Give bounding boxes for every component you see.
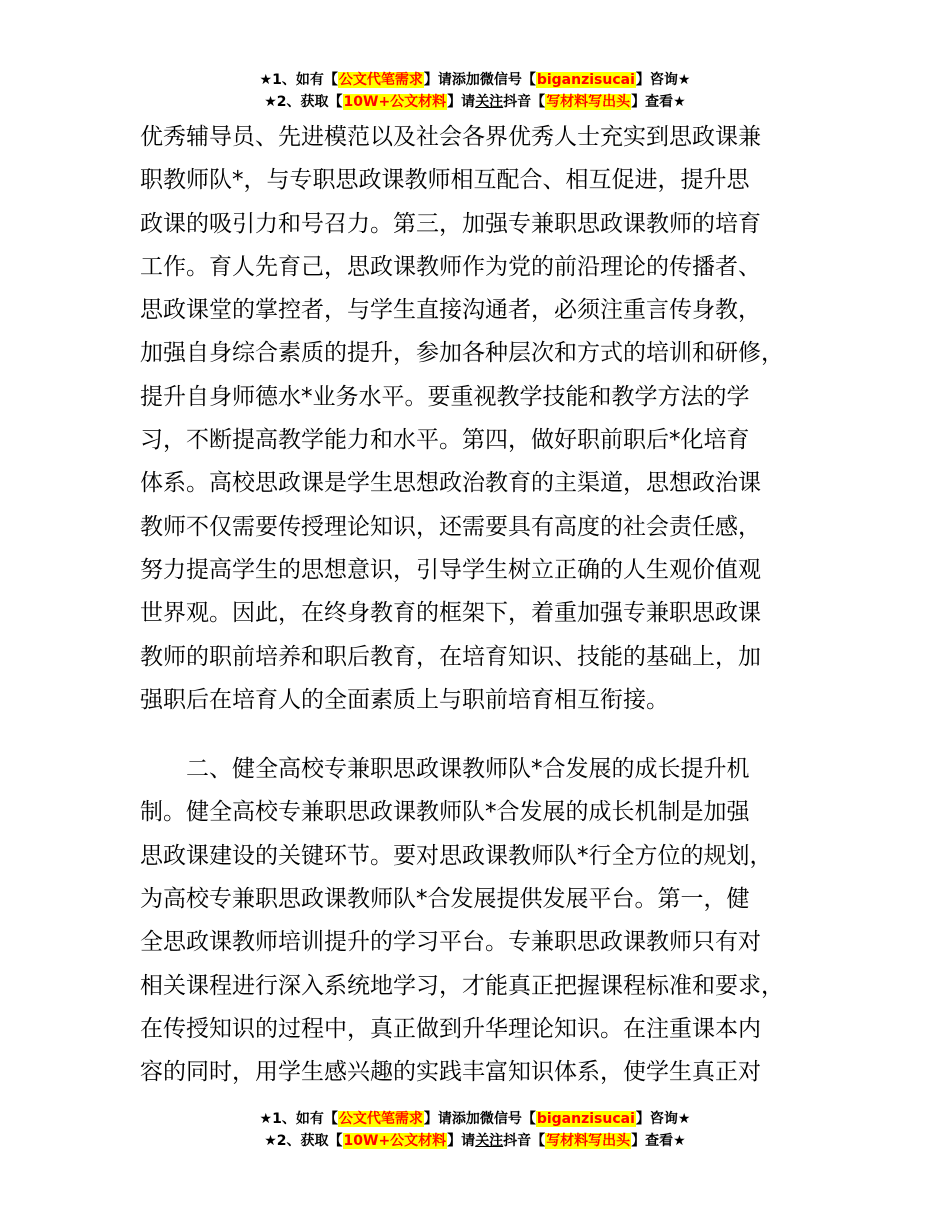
banner-text: 抖音【 [503,94,546,110]
text-line: 强职后在培育人的全面素质上与职前培育相互衔接。 [140,686,669,713]
wechat-id-highlight: biganzisucai [536,1111,635,1127]
text-line: 思政课堂的掌控者，与学生直接沟通者，必须注重言传身教， [140,297,761,324]
banner-highlight: 10W+公文材料 [343,94,447,110]
text-line: 努力提高学生的思想意识，引导学生树立正确的人生观价值观 [140,556,761,583]
banner-text: 】咨询★ [635,72,691,88]
douyin-highlight: 写材料写出头 [546,94,631,110]
banner-line-1 [0,1108,950,1130]
banner-text: ★1、如有【 [259,1111,338,1127]
text-line: 教师的职前培养和职后教育，在培育知识、技能的基础上，加 [140,643,761,670]
document-body [140,116,836,1095]
banner-text: 抖音【 [503,1133,546,1149]
text-line: 制。健全高校专兼职思政课教师队*合发展的成长机制是加强 [140,799,750,826]
text-line: 世界观。因此，在终身教育的框架下，着重加强专兼职思政课 [140,600,761,627]
text-line: 习，不断提高教学能力和水平。第四，做好职前职后*化培育 [140,427,750,454]
banner-underlined: 关注 [475,1133,504,1149]
footer-banner [0,1108,950,1152]
banner-highlight: 公文代笔需求 [338,72,423,88]
text-line: 容的同时，用学生感兴趣的实践丰富知识体系，使学生真正对 [140,1059,761,1086]
paragraph-1 [140,116,836,722]
text-line: 职教师队*，与专职思政课教师相互配合、相互促进，提升思 [140,167,750,194]
text-line: 政课的吸引力和号召力。第三，加强专兼职思政课教师的培育 [140,210,761,237]
text-line: 全思政课教师培训提升的学习平台。专兼职思政课教师只有对 [140,929,761,956]
text-line: 体系。高校思政课是学生思想政治教育的主渠道，思想政治课 [140,470,761,497]
banner-text: 】请添加微信号【 [423,1111,536,1127]
douyin-highlight: 写材料写出头 [546,1133,631,1149]
text-line: 二、健全高校专兼职思政课教师队*合发展的成长提升机 [186,756,750,783]
wechat-id-highlight: biganzisucai [536,72,635,88]
banner-text: ★1、如有【 [259,72,338,88]
paragraph-gap [140,722,836,748]
banner-text: ★2、获取【 [264,1133,343,1149]
banner-text: 】查看★ [631,94,686,110]
banner-text: 】请添加微信号【 [423,72,536,88]
banner-text: 】咨询★ [635,1111,691,1127]
paragraph-2 [140,748,836,1094]
banner-text: ★2、获取【 [264,94,343,110]
banner-text: 】请 [447,1133,476,1149]
text-line: 在传授知识的过程中，真正做到升华理论知识。在注重课本内 [140,1015,761,1042]
text-line: 教师不仅需要传授理论知识，还需要具有高度的社会责任感， [140,513,761,540]
text-line: 思政课建设的关键环节。要对思政课教师队*行全方位的规划， [140,842,773,869]
banner-line-2 [0,1130,950,1152]
text-line: 加强自身综合素质的提升，参加各种层次和方式的培训和研修， [140,340,784,367]
banner-highlight: 10W+公文材料 [343,1133,447,1149]
text-line: 工作。育人先育己，思政课教师作为党的前沿理论的传播者、 [140,253,761,280]
banner-line-2 [0,91,950,113]
text-line: 提升自身师德水*业务水平。要重视教学技能和教学方法的学 [140,383,750,410]
text-line: 相关课程进行深入系统地学习，才能真正把握课程标准和要求， [140,972,784,999]
banner-text: 】查看★ [631,1133,686,1149]
header-banner [0,69,950,113]
text-line: 优秀辅导员、先进模范以及社会各界优秀人士充实到思政课兼 [140,124,761,150]
banner-underlined: 关注 [475,94,504,110]
text-line: 为高校专兼职思政课教师队*合发展提供发展平台。第一，健 [140,886,750,913]
banner-highlight: 公文代笔需求 [338,1111,423,1127]
banner-text: 】请 [447,94,476,110]
banner-line-1 [0,69,950,91]
